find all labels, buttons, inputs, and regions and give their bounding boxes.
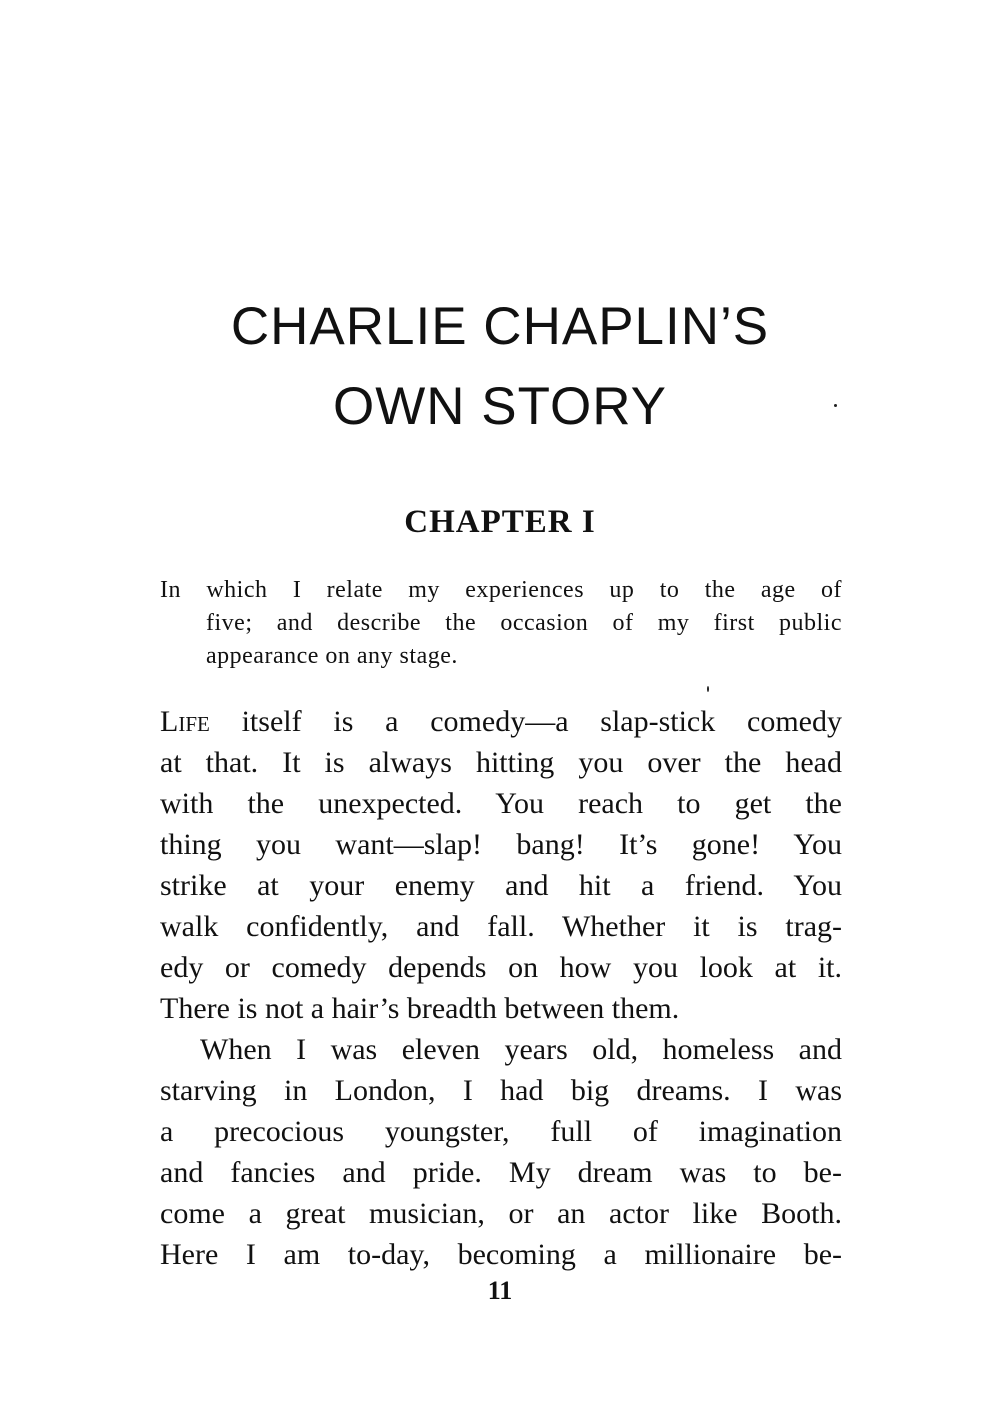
body-line: strike at your enemy and hit a friend. You <box>160 869 842 902</box>
synopsis-line: appearance on any stage. <box>206 643 458 669</box>
body-line: When I was eleven years old, homeless and <box>200 1033 842 1066</box>
body-line: and fancies and pride. My dream was to be- <box>160 1156 842 1189</box>
body-line: Here I am to-day, becoming a millionaire be- <box>160 1238 842 1271</box>
body-line: walk confidently, and fall. Whether it is trag- <box>160 910 842 943</box>
book-title-line-1: CHARLIE CHAPLIN’S <box>230 297 770 356</box>
body-line: come a great musician, or an actor like Booth. <box>160 1197 842 1230</box>
body-line-text: itself is a comedy—a slap-stick comedy <box>209 705 842 738</box>
body-line: edy or comedy depends on how you look at it. <box>160 951 842 984</box>
synopsis-line: In which I relate my experiences up to the age of <box>160 577 842 603</box>
body-line: thing you want—slap! bang! It’s gone! You <box>160 828 842 861</box>
body-line <box>160 702 842 742</box>
drop-word: Life <box>160 705 210 738</box>
book-title-line-2: OWN STORY <box>333 377 667 436</box>
body-line: with the unexpected. You reach to get the <box>160 787 842 820</box>
synopsis-line: five; and describe the occasion of my first public <box>206 610 842 636</box>
page-number: 11 <box>487 1276 513 1305</box>
body-line: starving in London, I had big dreams. I was <box>160 1074 842 1107</box>
body-line: at that. It is always hitting you over the head <box>160 746 842 779</box>
chapter-heading: CHAPTER I <box>404 504 596 540</box>
print-speck <box>834 404 837 407</box>
print-speck <box>707 686 709 692</box>
body-line: a precocious youngster, full of imagination <box>160 1115 842 1148</box>
body-line: There is not a hair’s breadth between them. <box>160 992 680 1025</box>
